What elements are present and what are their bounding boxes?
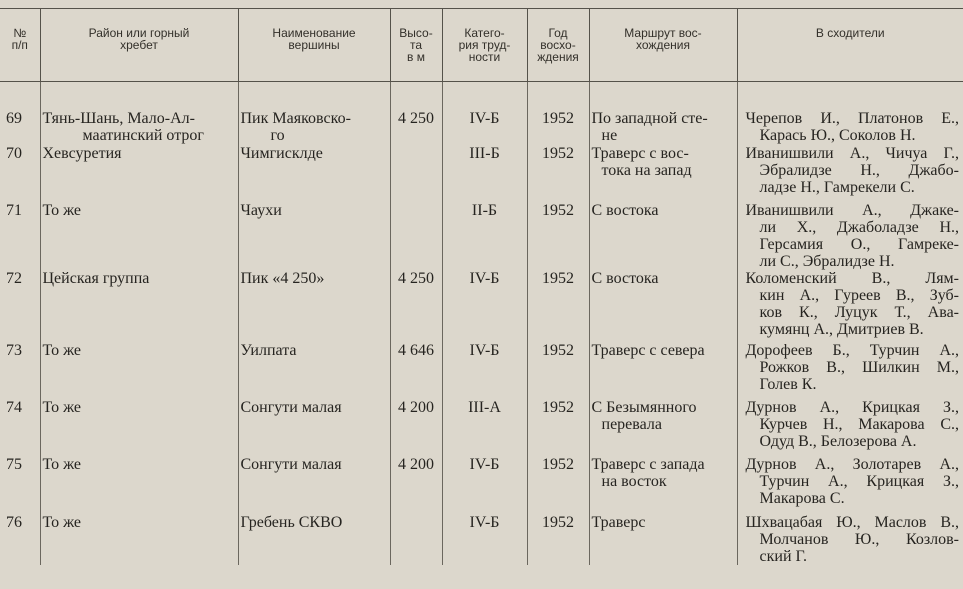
peak-line: Сонгути малая bbox=[240, 455, 342, 473]
peak-cell bbox=[238, 456, 390, 514]
table-body bbox=[0, 82, 963, 565]
climbers-line: ский Г. bbox=[759, 547, 807, 565]
region-cell bbox=[40, 270, 238, 342]
height-cell bbox=[390, 202, 442, 270]
table-row bbox=[0, 270, 963, 342]
climbers-line: ли Х., Джаболадзе Н., bbox=[759, 218, 959, 236]
route-cell bbox=[589, 110, 737, 145]
climbers-cell bbox=[737, 145, 963, 202]
climbers-line: Дорофеев Б., Турчин А., bbox=[745, 341, 959, 359]
route-line: С востока bbox=[591, 269, 659, 287]
row-number: 74 bbox=[6, 398, 22, 416]
peak-line: Пик Маяковско- bbox=[240, 109, 351, 127]
route-line: С востока bbox=[591, 201, 659, 219]
category-cell: IV-Б bbox=[442, 514, 527, 565]
route-cell bbox=[589, 342, 737, 399]
climbers-line: ладзе Н., Гамрекели С. bbox=[759, 178, 915, 196]
climbers-line: Коломенский В., Лям- bbox=[745, 269, 959, 287]
climbers-line: Иванишвили А., Чичуа Г., bbox=[745, 144, 959, 162]
peak-cell bbox=[238, 202, 390, 270]
climbers-line: Голев К. bbox=[759, 375, 817, 393]
header-category: Катего- рия труд- ности bbox=[442, 9, 527, 82]
header-climbers: В сходители bbox=[737, 9, 963, 82]
climbers-line: Одуд В., Белозерова А. bbox=[759, 432, 917, 450]
peak-cell bbox=[238, 514, 390, 565]
header-num: № п/п bbox=[0, 9, 40, 82]
year-cell: 1952 bbox=[527, 270, 589, 342]
header-row bbox=[0, 9, 963, 82]
peak-line: го bbox=[270, 126, 285, 144]
category-cell: III-Б bbox=[442, 145, 527, 202]
climbers-line: Шхвацабая Ю., Маслов В., bbox=[745, 513, 959, 531]
header-year: Год восхо- ждения bbox=[527, 9, 589, 82]
height-cell: 4 200 bbox=[390, 456, 442, 514]
peak-cell bbox=[238, 399, 390, 456]
row-number: 70 bbox=[6, 144, 22, 162]
route-line: на восток bbox=[601, 472, 667, 490]
year-cell: 1952 bbox=[527, 110, 589, 145]
region-line: То же bbox=[42, 341, 82, 359]
climbers-line: Молчанов Ю., Козлов- bbox=[759, 530, 959, 548]
region-line: То же bbox=[42, 201, 82, 219]
year-cell: 1952 bbox=[527, 456, 589, 514]
climbers-cell bbox=[737, 514, 963, 565]
row-number: 76 bbox=[6, 513, 22, 531]
header-route: Маршрут вос- хождения bbox=[589, 9, 737, 82]
region-cell bbox=[40, 342, 238, 399]
table-row bbox=[0, 342, 963, 399]
region-cell bbox=[40, 399, 238, 456]
region-cell bbox=[40, 110, 238, 145]
climbers-line: кумянц А., Дмитриев В. bbox=[759, 320, 924, 338]
year-cell: 1952 bbox=[527, 514, 589, 565]
climbers-line: Дурнов А., Крицкая З., bbox=[745, 398, 959, 416]
peak-cell bbox=[238, 342, 390, 399]
category-cell: IV-Б bbox=[442, 270, 527, 342]
header-height: Высо- та в м bbox=[390, 9, 442, 82]
climbers-line: Иванишвили А., Джаке- bbox=[745, 201, 959, 219]
year-cell: 1952 bbox=[527, 202, 589, 270]
route-line: тока на запад bbox=[601, 161, 692, 179]
table-row bbox=[0, 110, 963, 145]
height-cell: 4 250 bbox=[390, 110, 442, 145]
climbers-line: Макарова С. bbox=[759, 489, 845, 507]
region-line: То же bbox=[42, 455, 82, 473]
region-line: Хевсуретия bbox=[42, 144, 122, 162]
climbers-line: ли С., Эбралидзе Н. bbox=[759, 252, 895, 270]
region-cell bbox=[40, 145, 238, 202]
peak-cell bbox=[238, 270, 390, 342]
route-line: не bbox=[601, 126, 618, 144]
climbers-line: ков К., Луцук Т., Ава- bbox=[759, 303, 959, 321]
spacer-row bbox=[0, 82, 963, 110]
peak-line: Уилпата bbox=[240, 341, 297, 359]
route-cell bbox=[589, 456, 737, 514]
table-row bbox=[0, 202, 963, 270]
peak-cell bbox=[238, 145, 390, 202]
climbers-line: Турчин А., Крицкая З., bbox=[759, 472, 959, 490]
table-row bbox=[0, 514, 963, 565]
route-cell bbox=[589, 270, 737, 342]
peak-line: Гребень СКВО bbox=[240, 513, 343, 531]
climbers-cell bbox=[737, 456, 963, 514]
route-cell bbox=[589, 202, 737, 270]
height-cell: 4 646 bbox=[390, 342, 442, 399]
header-peak: Наименование вершины bbox=[238, 9, 390, 82]
year-cell: 1952 bbox=[527, 342, 589, 399]
route-line: С Безымянного bbox=[591, 398, 697, 416]
climbers-line: Рожков В., Шилкин М., bbox=[759, 358, 959, 376]
row-number: 69 bbox=[6, 109, 22, 127]
route-line: Траверс bbox=[591, 513, 646, 531]
peak-line: Чаухи bbox=[240, 201, 282, 219]
peak-cell bbox=[238, 110, 390, 145]
category-cell: III-А bbox=[442, 399, 527, 456]
climbers-line: кин А., Гуреев В., Зуб- bbox=[759, 286, 959, 304]
climbers-cell bbox=[737, 270, 963, 342]
route-line: перевала bbox=[601, 415, 662, 433]
region-line: маатинский отрог bbox=[82, 126, 204, 144]
route-cell bbox=[589, 145, 737, 202]
climbers-cell bbox=[737, 110, 963, 145]
category-cell: IV-Б bbox=[442, 456, 527, 514]
route-cell bbox=[589, 399, 737, 456]
region-cell bbox=[40, 202, 238, 270]
peak-line: Сонгути малая bbox=[240, 398, 342, 416]
year-cell: 1952 bbox=[527, 399, 589, 456]
category-cell: IV-Б bbox=[442, 342, 527, 399]
row-number: 73 bbox=[6, 341, 22, 359]
header-region: Район или горный хребет bbox=[40, 9, 238, 82]
row-number: 72 bbox=[6, 269, 22, 287]
climbers-cell bbox=[737, 342, 963, 399]
category-cell: II-Б bbox=[442, 202, 527, 270]
table-row bbox=[0, 399, 963, 456]
height-cell: 4 250 bbox=[390, 270, 442, 342]
climbers-line: Курчев Н., Макарова С., bbox=[759, 415, 959, 433]
region-line: Тянь-Шань, Мало-Ал- bbox=[42, 109, 195, 127]
height-cell: 4 200 bbox=[390, 399, 442, 456]
route-line: По западной сте- bbox=[591, 109, 708, 127]
year-cell: 1952 bbox=[527, 145, 589, 202]
peak-line: Пик «4 250» bbox=[240, 269, 325, 287]
climbers-line: Эбралидзе Н., Джабо- bbox=[759, 161, 959, 179]
row-number: 75 bbox=[6, 455, 22, 473]
climbers-line: Герсамия О., Гамреке- bbox=[759, 235, 959, 253]
row-number: 71 bbox=[6, 201, 22, 219]
region-line: То же bbox=[42, 513, 82, 531]
route-line: Траверс с севера bbox=[591, 341, 705, 359]
table-row bbox=[0, 145, 963, 202]
region-cell bbox=[40, 456, 238, 514]
table-row bbox=[0, 456, 963, 514]
peak-line: Чимгисклде bbox=[240, 144, 323, 162]
route-line: Траверс с запада bbox=[591, 455, 705, 473]
height-cell bbox=[390, 145, 442, 202]
route-line: Траверс с вос- bbox=[591, 144, 689, 162]
region-line: Цейская группа bbox=[42, 269, 150, 287]
category-cell: IV-Б bbox=[442, 110, 527, 145]
climbers-cell bbox=[737, 202, 963, 270]
height-cell bbox=[390, 514, 442, 565]
climbers-line: Карась Ю., Соколов Н. bbox=[759, 126, 916, 144]
route-cell bbox=[589, 514, 737, 565]
climbers-line: Дурнов А., Золотарев А., bbox=[745, 455, 959, 473]
climbers-cell bbox=[737, 399, 963, 456]
climbers-line: Черепов И., Платонов Е., bbox=[745, 109, 959, 127]
region-cell bbox=[40, 514, 238, 565]
ascents-table bbox=[0, 8, 963, 565]
region-line: То же bbox=[42, 398, 82, 416]
